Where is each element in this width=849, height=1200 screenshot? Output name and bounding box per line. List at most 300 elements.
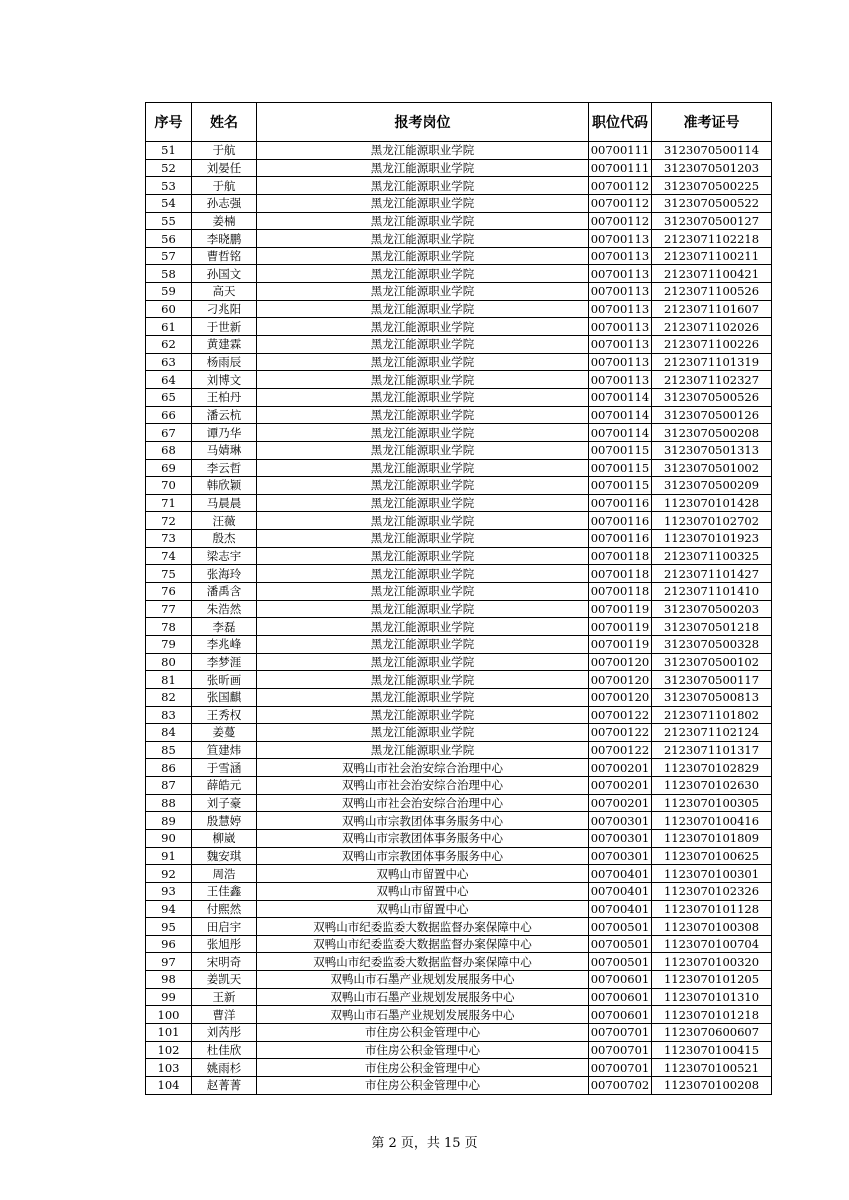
page-indicator: 第 2 页，共 15 页 xyxy=(371,1136,478,1151)
cell-position-code: 00700118 xyxy=(589,565,652,583)
cell-seq: 91 xyxy=(146,847,192,865)
table-row xyxy=(146,971,772,989)
cell-position-code: 00700501 xyxy=(589,918,652,936)
cell-seq: 61 xyxy=(146,318,192,336)
cell-name: 王佳鑫 xyxy=(192,882,257,900)
cell-position-code: 00700111 xyxy=(589,142,652,160)
cell-position-code: 00700601 xyxy=(589,988,652,1006)
cell-ticket-number: 3123070500209 xyxy=(652,477,772,495)
cell-name: 李磊 xyxy=(192,618,257,636)
cell-position-code: 00700119 xyxy=(589,635,652,653)
cell-ticket-number: 1123070102326 xyxy=(652,882,772,900)
cell-name: 薛皓元 xyxy=(192,777,257,795)
cell-name: 刘晏任 xyxy=(192,159,257,177)
cell-position: 黑龙江能源职业学院 xyxy=(257,547,589,565)
cell-position: 双鸭山市留置中心 xyxy=(257,865,589,883)
cell-ticket-number: 2123071101802 xyxy=(652,706,772,724)
cell-position: 双鸭山市留置中心 xyxy=(257,900,589,918)
cell-ticket-number: 3123070501313 xyxy=(652,441,772,459)
cell-position: 双鸭山市石墨产业规划发展服务中心 xyxy=(257,971,589,989)
table-row xyxy=(146,512,772,530)
cell-position-code: 00700115 xyxy=(589,441,652,459)
cell-seq: 81 xyxy=(146,671,192,689)
cell-ticket-number: 1123070100208 xyxy=(652,1076,772,1094)
table-row xyxy=(146,494,772,512)
cell-ticket-number: 1123070100704 xyxy=(652,935,772,953)
table-row xyxy=(146,1076,772,1094)
table-header xyxy=(146,103,772,142)
cell-seq: 76 xyxy=(146,583,192,601)
cell-seq: 59 xyxy=(146,283,192,301)
cell-ticket-number: 2123071101319 xyxy=(652,353,772,371)
cell-position-code: 00700201 xyxy=(589,777,652,795)
table-row xyxy=(146,406,772,424)
cell-position: 黑龙江能源职业学院 xyxy=(257,459,589,477)
cell-ticket-number: 2123071100211 xyxy=(652,247,772,265)
cell-position: 黑龙江能源职业学院 xyxy=(257,142,589,160)
table-row xyxy=(146,388,772,406)
cell-seq: 56 xyxy=(146,230,192,248)
cell-position-code: 00700116 xyxy=(589,530,652,548)
cell-seq: 62 xyxy=(146,336,192,354)
cell-ticket-number: 3123070500522 xyxy=(652,194,772,212)
cell-ticket-number: 1123070102702 xyxy=(652,512,772,530)
cell-name: 梁志宇 xyxy=(192,547,257,565)
cell-position: 双鸭山市社会治安综合治理中心 xyxy=(257,794,589,812)
cell-position-code: 00700113 xyxy=(589,353,652,371)
cell-ticket-number: 3123070500203 xyxy=(652,600,772,618)
cell-name: 于世新 xyxy=(192,318,257,336)
cell-name: 潘云杭 xyxy=(192,406,257,424)
cell-name: 杜佳欣 xyxy=(192,1041,257,1059)
cell-ticket-number: 1123070100625 xyxy=(652,847,772,865)
cell-seq: 67 xyxy=(146,424,192,442)
table-row xyxy=(146,194,772,212)
cell-position: 双鸭山市纪委监委大数据监督办案保障中心 xyxy=(257,953,589,971)
cell-position-code: 00700501 xyxy=(589,935,652,953)
table-row xyxy=(146,706,772,724)
cell-seq: 54 xyxy=(146,194,192,212)
cell-position: 市住房公积金管理中心 xyxy=(257,1076,589,1094)
cell-ticket-number: 2123071102124 xyxy=(652,724,772,742)
table-row xyxy=(146,1041,772,1059)
cell-seq: 55 xyxy=(146,212,192,230)
cell-ticket-number: 3123070501218 xyxy=(652,618,772,636)
cell-name: 刘子豪 xyxy=(192,794,257,812)
cell-position-code: 00700301 xyxy=(589,812,652,830)
cell-position: 黑龙江能源职业学院 xyxy=(257,688,589,706)
cell-ticket-number: 1123070100305 xyxy=(652,794,772,812)
cell-position: 黑龙江能源职业学院 xyxy=(257,371,589,389)
cell-ticket-number: 1123070101428 xyxy=(652,494,772,512)
cell-ticket-number: 1123070101205 xyxy=(652,971,772,989)
table-row xyxy=(146,759,772,777)
cell-position: 黑龙江能源职业学院 xyxy=(257,194,589,212)
table-row xyxy=(146,353,772,371)
cell-position-code: 00700113 xyxy=(589,318,652,336)
cell-position: 黑龙江能源职业学院 xyxy=(257,741,589,759)
table-row xyxy=(146,583,772,601)
cell-position: 黑龙江能源职业学院 xyxy=(257,724,589,742)
cell-ticket-number: 3123070500114 xyxy=(652,142,772,160)
cell-ticket-number: 3123070500225 xyxy=(652,177,772,195)
cell-ticket-number: 3123070500127 xyxy=(652,212,772,230)
cell-name: 汪薇 xyxy=(192,512,257,530)
table-row xyxy=(146,724,772,742)
cell-ticket-number: 2123071100526 xyxy=(652,283,772,301)
table-row xyxy=(146,247,772,265)
cell-seq: 99 xyxy=(146,988,192,1006)
cell-name: 张昕画 xyxy=(192,671,257,689)
cell-position: 双鸭山市宗教团体事务服务中心 xyxy=(257,829,589,847)
cell-seq: 96 xyxy=(146,935,192,953)
table-row xyxy=(146,953,772,971)
cell-name: 李兆峰 xyxy=(192,635,257,653)
cell-position-code: 00700115 xyxy=(589,459,652,477)
table-row xyxy=(146,988,772,1006)
table-row xyxy=(146,547,772,565)
table-row xyxy=(146,336,772,354)
cell-ticket-number: 1123070101923 xyxy=(652,530,772,548)
cell-seq: 97 xyxy=(146,953,192,971)
cell-position: 黑龙江能源职业学院 xyxy=(257,318,589,336)
table-row xyxy=(146,794,772,812)
cell-name: 李晓鹏 xyxy=(192,230,257,248)
cell-position: 黑龙江能源职业学院 xyxy=(257,494,589,512)
cell-name: 笪建炜 xyxy=(192,741,257,759)
table-row xyxy=(146,688,772,706)
cell-seq: 95 xyxy=(146,918,192,936)
table-row xyxy=(146,618,772,636)
header-position: 报考岗位 xyxy=(257,103,589,142)
cell-name: 姜凯天 xyxy=(192,971,257,989)
cell-ticket-number: 1123070101218 xyxy=(652,1006,772,1024)
table-row xyxy=(146,653,772,671)
table-row xyxy=(146,459,772,477)
cell-name: 高天 xyxy=(192,283,257,301)
cell-seq: 68 xyxy=(146,441,192,459)
table-row xyxy=(146,1059,772,1077)
cell-position-code: 00700702 xyxy=(589,1076,652,1094)
cell-ticket-number: 1123070100521 xyxy=(652,1059,772,1077)
table-row xyxy=(146,159,772,177)
cell-position-code: 00700118 xyxy=(589,583,652,601)
cell-position: 双鸭山市留置中心 xyxy=(257,882,589,900)
cell-seq: 78 xyxy=(146,618,192,636)
cell-seq: 80 xyxy=(146,653,192,671)
cell-seq: 85 xyxy=(146,741,192,759)
cell-name: 刁兆阳 xyxy=(192,300,257,318)
cell-position-code: 00700114 xyxy=(589,406,652,424)
cell-name: 谭乃华 xyxy=(192,424,257,442)
cell-position: 黑龙江能源职业学院 xyxy=(257,635,589,653)
cell-seq: 58 xyxy=(146,265,192,283)
cell-ticket-number: 2123071102327 xyxy=(652,371,772,389)
header-row xyxy=(146,103,772,142)
cell-ticket-number: 1123070600607 xyxy=(652,1024,772,1042)
cell-position: 黑龙江能源职业学院 xyxy=(257,706,589,724)
cell-ticket-number: 1123070100320 xyxy=(652,953,772,971)
cell-position-code: 00700113 xyxy=(589,230,652,248)
cell-seq: 75 xyxy=(146,565,192,583)
cell-name: 朱浩然 xyxy=(192,600,257,618)
cell-ticket-number: 2123071101607 xyxy=(652,300,772,318)
cell-position: 双鸭山市纪委监委大数据监督办案保障中心 xyxy=(257,918,589,936)
cell-ticket-number: 1123070101128 xyxy=(652,900,772,918)
cell-seq: 74 xyxy=(146,547,192,565)
cell-position: 黑龙江能源职业学院 xyxy=(257,653,589,671)
cell-position: 黑龙江能源职业学院 xyxy=(257,565,589,583)
cell-name: 姚雨杉 xyxy=(192,1059,257,1077)
cell-ticket-number: 3123070501002 xyxy=(652,459,772,477)
cell-name: 付熙然 xyxy=(192,900,257,918)
cell-position-code: 00700113 xyxy=(589,371,652,389)
cell-ticket-number: 1123070100416 xyxy=(652,812,772,830)
cell-ticket-number: 3123070500526 xyxy=(652,388,772,406)
header-ticket-number: 准考证号 xyxy=(652,103,772,142)
cell-seq: 98 xyxy=(146,971,192,989)
cell-seq: 66 xyxy=(146,406,192,424)
cell-seq: 93 xyxy=(146,882,192,900)
cell-seq: 104 xyxy=(146,1076,192,1094)
cell-position-code: 00700501 xyxy=(589,953,652,971)
cell-position: 黑龙江能源职业学院 xyxy=(257,477,589,495)
table-row xyxy=(146,882,772,900)
cell-ticket-number: 3123070501203 xyxy=(652,159,772,177)
cell-ticket-number: 1123070101310 xyxy=(652,988,772,1006)
table-row xyxy=(146,741,772,759)
cell-name: 王新 xyxy=(192,988,257,1006)
cell-position: 双鸭山市宗教团体事务服务中心 xyxy=(257,847,589,865)
cell-position-code: 00700201 xyxy=(589,759,652,777)
cell-ticket-number: 2123071100325 xyxy=(652,547,772,565)
cell-position-code: 00700111 xyxy=(589,159,652,177)
cell-position-code: 00700122 xyxy=(589,706,652,724)
cell-seq: 84 xyxy=(146,724,192,742)
cell-position: 双鸭山市社会治安综合治理中心 xyxy=(257,759,589,777)
cell-position-code: 00700112 xyxy=(589,194,652,212)
cell-position: 双鸭山市石墨产业规划发展服务中心 xyxy=(257,1006,589,1024)
cell-name: 周浩 xyxy=(192,865,257,883)
cell-position: 黑龙江能源职业学院 xyxy=(257,353,589,371)
cell-position: 市住房公积金管理中心 xyxy=(257,1024,589,1042)
cell-name: 刘芮彤 xyxy=(192,1024,257,1042)
cell-name: 孙志强 xyxy=(192,194,257,212)
cell-position: 黑龙江能源职业学院 xyxy=(257,583,589,601)
cell-position: 黑龙江能源职业学院 xyxy=(257,424,589,442)
cell-name: 张国麒 xyxy=(192,688,257,706)
cell-position-code: 00700601 xyxy=(589,971,652,989)
cell-seq: 73 xyxy=(146,530,192,548)
cell-position-code: 00700113 xyxy=(589,336,652,354)
cell-position: 市住房公积金管理中心 xyxy=(257,1059,589,1077)
cell-position: 市住房公积金管理中心 xyxy=(257,1041,589,1059)
table-row xyxy=(146,635,772,653)
cell-seq: 69 xyxy=(146,459,192,477)
cell-seq: 82 xyxy=(146,688,192,706)
cell-position: 黑龙江能源职业学院 xyxy=(257,265,589,283)
cell-ticket-number: 1123070102829 xyxy=(652,759,772,777)
cell-position: 黑龙江能源职业学院 xyxy=(257,388,589,406)
cell-ticket-number: 1123070101809 xyxy=(652,829,772,847)
cell-position: 黑龙江能源职业学院 xyxy=(257,177,589,195)
table-row xyxy=(146,318,772,336)
cell-ticket-number: 1123070100308 xyxy=(652,918,772,936)
cell-position-code: 00700116 xyxy=(589,494,652,512)
table-row xyxy=(146,142,772,160)
cell-seq: 72 xyxy=(146,512,192,530)
cell-name: 马婧琳 xyxy=(192,441,257,459)
cell-name: 赵菁菁 xyxy=(192,1076,257,1094)
table-row xyxy=(146,1024,772,1042)
cell-position: 双鸭山市纪委监委大数据监督办案保障中心 xyxy=(257,935,589,953)
cell-name: 魏安琪 xyxy=(192,847,257,865)
table-row xyxy=(146,300,772,318)
cell-position-code: 00700113 xyxy=(589,265,652,283)
header-position-code: 职位代码 xyxy=(589,103,652,142)
cell-name: 潘禹含 xyxy=(192,583,257,601)
cell-position-code: 00700116 xyxy=(589,512,652,530)
table-row xyxy=(146,1006,772,1024)
cell-ticket-number: 3123070500813 xyxy=(652,688,772,706)
cell-position: 双鸭山市宗教团体事务服务中心 xyxy=(257,812,589,830)
cell-name: 柳崴 xyxy=(192,829,257,847)
table-row xyxy=(146,230,772,248)
table-row xyxy=(146,900,772,918)
cell-seq: 79 xyxy=(146,635,192,653)
cell-position-code: 00700120 xyxy=(589,671,652,689)
cell-position-code: 00700701 xyxy=(589,1059,652,1077)
cell-seq: 94 xyxy=(146,900,192,918)
table-row xyxy=(146,424,772,442)
cell-position: 黑龙江能源职业学院 xyxy=(257,159,589,177)
cell-position-code: 00700118 xyxy=(589,547,652,565)
cell-seq: 77 xyxy=(146,600,192,618)
table-row xyxy=(146,265,772,283)
table-row xyxy=(146,477,772,495)
cell-seq: 101 xyxy=(146,1024,192,1042)
cell-position: 黑龙江能源职业学院 xyxy=(257,530,589,548)
cell-position-code: 00700112 xyxy=(589,177,652,195)
cell-position-code: 00700120 xyxy=(589,688,652,706)
cell-name: 马晨晨 xyxy=(192,494,257,512)
table-row xyxy=(146,177,772,195)
cell-position: 黑龙江能源职业学院 xyxy=(257,618,589,636)
cell-name: 于航 xyxy=(192,142,257,160)
cell-position-code: 00700114 xyxy=(589,424,652,442)
table-row xyxy=(146,441,772,459)
cell-name: 殷慧婷 xyxy=(192,812,257,830)
cell-position-code: 00700401 xyxy=(589,882,652,900)
cell-position-code: 00700701 xyxy=(589,1024,652,1042)
cell-ticket-number: 3123070500208 xyxy=(652,424,772,442)
table-row xyxy=(146,812,772,830)
cell-position: 黑龙江能源职业学院 xyxy=(257,212,589,230)
cell-position-code: 00700201 xyxy=(589,794,652,812)
cell-ticket-number: 3123070500328 xyxy=(652,635,772,653)
cell-seq: 103 xyxy=(146,1059,192,1077)
cell-ticket-number: 2123071100226 xyxy=(652,336,772,354)
cell-seq: 53 xyxy=(146,177,192,195)
cell-position-code: 00700119 xyxy=(589,618,652,636)
cell-name: 宋明奇 xyxy=(192,953,257,971)
cell-name: 黄建霖 xyxy=(192,336,257,354)
cell-position: 双鸭山市石墨产业规划发展服务中心 xyxy=(257,988,589,1006)
cell-name: 张旭彤 xyxy=(192,935,257,953)
cell-name: 王柏丹 xyxy=(192,388,257,406)
cell-position: 黑龙江能源职业学院 xyxy=(257,247,589,265)
cell-seq: 100 xyxy=(146,1006,192,1024)
table-row xyxy=(146,829,772,847)
candidate-roster-table xyxy=(145,102,772,1095)
header-name: 姓名 xyxy=(192,103,257,142)
cell-seq: 87 xyxy=(146,777,192,795)
cell-name: 韩欣颖 xyxy=(192,477,257,495)
cell-position-code: 00700301 xyxy=(589,829,652,847)
cell-ticket-number: 3123070500117 xyxy=(652,671,772,689)
cell-position-code: 00700115 xyxy=(589,477,652,495)
table-row xyxy=(146,777,772,795)
cell-seq: 64 xyxy=(146,371,192,389)
cell-position-code: 00700114 xyxy=(589,388,652,406)
cell-position-code: 00700113 xyxy=(589,283,652,301)
cell-position: 黑龙江能源职业学院 xyxy=(257,283,589,301)
cell-seq: 60 xyxy=(146,300,192,318)
cell-seq: 51 xyxy=(146,142,192,160)
cell-name: 姜蔓 xyxy=(192,724,257,742)
cell-name: 王秀权 xyxy=(192,706,257,724)
cell-name: 田启宇 xyxy=(192,918,257,936)
cell-seq: 71 xyxy=(146,494,192,512)
cell-name: 曹洋 xyxy=(192,1006,257,1024)
table-row xyxy=(146,918,772,936)
cell-ticket-number: 1123070102630 xyxy=(652,777,772,795)
cell-position: 黑龙江能源职业学院 xyxy=(257,671,589,689)
cell-seq: 63 xyxy=(146,353,192,371)
cell-name: 杨雨辰 xyxy=(192,353,257,371)
cell-position-code: 00700120 xyxy=(589,653,652,671)
cell-seq: 88 xyxy=(146,794,192,812)
cell-ticket-number: 2123071101410 xyxy=(652,583,772,601)
cell-seq: 52 xyxy=(146,159,192,177)
cell-ticket-number: 3123070500102 xyxy=(652,653,772,671)
cell-position-code: 00700601 xyxy=(589,1006,652,1024)
cell-position-code: 00700701 xyxy=(589,1041,652,1059)
cell-ticket-number: 2123071102218 xyxy=(652,230,772,248)
cell-name: 于航 xyxy=(192,177,257,195)
cell-position: 黑龙江能源职业学院 xyxy=(257,512,589,530)
table-row xyxy=(146,530,772,548)
cell-position-code: 00700112 xyxy=(589,212,652,230)
cell-name: 曹哲铭 xyxy=(192,247,257,265)
table-row xyxy=(146,283,772,301)
cell-position-code: 00700113 xyxy=(589,300,652,318)
cell-position: 双鸭山市社会治安综合治理中心 xyxy=(257,777,589,795)
cell-seq: 86 xyxy=(146,759,192,777)
cell-ticket-number: 2123071100421 xyxy=(652,265,772,283)
cell-position: 黑龙江能源职业学院 xyxy=(257,300,589,318)
cell-name: 孙国文 xyxy=(192,265,257,283)
cell-ticket-number: 2123071101317 xyxy=(652,741,772,759)
cell-name: 李梦涯 xyxy=(192,653,257,671)
cell-seq: 65 xyxy=(146,388,192,406)
table-row xyxy=(146,865,772,883)
table-row xyxy=(146,671,772,689)
cell-ticket-number: 1123070100415 xyxy=(652,1041,772,1059)
cell-seq: 89 xyxy=(146,812,192,830)
cell-position-code: 00700401 xyxy=(589,900,652,918)
cell-name: 姜楠 xyxy=(192,212,257,230)
